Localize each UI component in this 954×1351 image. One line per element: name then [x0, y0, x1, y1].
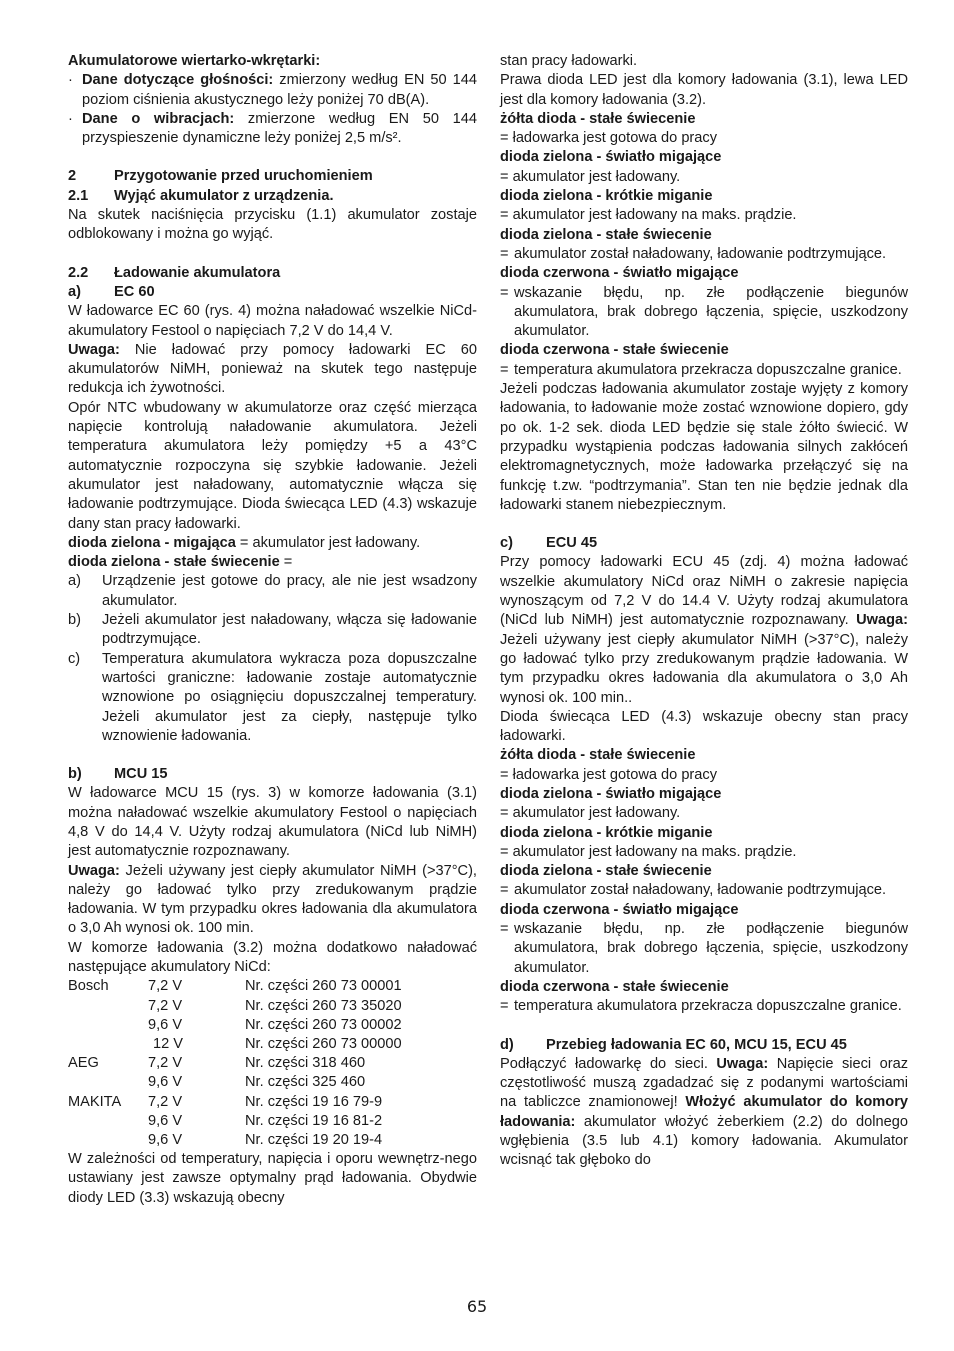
led-text: =: [279, 554, 293, 571]
table-row: [68, 1073, 402, 1092]
led-label: dioda zielona - stałe świecenie: [500, 226, 712, 243]
led-text: = ładowarka jest gotowa do pracy: [500, 130, 718, 147]
equals-marker: =: [500, 284, 509, 301]
led-text-body: akumulator został naładowany, ładowanie podtrzymujące.: [514, 245, 887, 262]
subsection-c-heading: [500, 534, 908, 553]
led-text: [500, 361, 908, 380]
warning-label: Uwaga:: [716, 1055, 769, 1072]
equals-marker: =: [500, 245, 509, 262]
noise-data-item: [68, 71, 477, 110]
section-title: EC 60: [114, 283, 155, 300]
part-brand: AEG: [68, 1055, 99, 1072]
section-number: 2.2: [68, 264, 89, 281]
part-number: Nr. części 260 73 00001: [245, 978, 402, 995]
part-voltage: 9,6 V: [148, 1074, 183, 1091]
part-voltage: 7,2 V: [148, 997, 183, 1014]
list-marker: b): [68, 612, 81, 629]
equals-marker: =: [500, 361, 509, 378]
subsection-d-heading: [500, 1036, 908, 1055]
led-label: dioda czerwona - światło migające: [500, 265, 739, 282]
led-text-body: akumulator został naładowany, ładowanie podtrzymujące.: [514, 882, 887, 899]
list-item: [68, 611, 477, 650]
noise-text: zmierzony według EN 50 144 poziom ciśnienia akustycznego leży poniżej 70 dB(A).: [82, 72, 477, 108]
part-number: Nr. części 260 73 00002: [245, 1016, 402, 1033]
instruction-text: akumulator włożyć żeberkiem (2.2) do dolnego wgłębienia (3.5 lub 4.1) komory ładowania. Akumulator wcisnąć tak głęboko do: [500, 1113, 908, 1169]
section-heading: Akumulatorowe wiertarko-wkrętarki:: [68, 53, 321, 69]
paragraph-text: Przy pomocy ładowarki ECU 45 (zdj. 4) można ładować wszelkie akumulatory NiCd oraz NiMH o zakresie napięcia wynoszącym od 7,2 V do 14.4 V. Użyty rodzaj akumulatora (NiCd lub NiMH) jest automatycznie rozpoznawany.: [500, 554, 908, 629]
paragraph: Prawa dioda LED jest dla komory ładowania (3.1), lewa LED jest dla komory ładowania (3.2).: [500, 72, 908, 108]
paragraph: Dioda świecąca LED (4.3) wskazuje obecny stan pracy ładowarki.: [500, 708, 908, 745]
section-2-2-heading: [68, 264, 477, 283]
equals-marker: =: [500, 882, 509, 899]
led-label: żółta dioda - stałe świecenie: [500, 747, 696, 764]
led-text: [500, 284, 908, 342]
led-text-body: wskazanie błędu, np. złe podłączenie biegunów akumulatora, brak dobrego łączenia, spięcie, uszkodzony akumulator.: [514, 284, 908, 340]
section-2-heading: [68, 167, 477, 186]
left-column: [68, 52, 477, 1208]
equals-marker: =: [500, 998, 509, 1015]
paragraph: Opór NTC wbudowany w akumulatorze oraz część mierząca napięcie kontrolują naładowanie akumulatora. Jeżeli temperatura akumulatora leży pomiędzy +5 a 43°C automatycznie rozpoczyna się szybkie ładowanie. Jeżeli akumulator jest naładowany, automatycznie włącza się ładowanie podtrzymujące. Dioda świecąca LED (4.3) wskazuje dany stan pracy ładowarki.: [68, 399, 477, 532]
vibration-data-item: [68, 110, 477, 149]
paragraph: stan pracy ładowarki.: [500, 53, 638, 69]
section-number: a): [68, 283, 81, 300]
led-text: [500, 920, 908, 978]
part-number: Nr. części 19 16 81-2: [245, 1112, 383, 1129]
led-text: [500, 245, 908, 264]
led-text: = ładowarka jest gotowa do pracy: [500, 766, 718, 783]
part-brand: [68, 1131, 148, 1150]
part-brand: [68, 1073, 148, 1092]
section-title: Przygotowanie przed uruchomieniem: [114, 168, 373, 185]
paragraph: Na skutek naciśnięcia przycisku (1.1) akumulator zostaje odblokowany i można go wyjąć.: [68, 207, 477, 243]
part-voltage: 7,2 V: [148, 978, 183, 995]
part-brand: MAKITA: [68, 1093, 122, 1110]
paragraph-text: Podłączyć ładowarkę do sieci.: [500, 1055, 717, 1072]
led-status-line: [68, 553, 477, 572]
led-text: = akumulator jest ładowany.: [500, 805, 681, 822]
led-label: dioda zielona - światło migające: [500, 785, 722, 802]
paragraph: W ładowarce EC 60 (rys. 4) można naładować wszelkie NiCd-akumulatory Festool o napięciach 7,2 V do 14,4 V.: [68, 303, 477, 339]
led-text: = akumulator jest ładowany na maks. prądzie.: [500, 207, 797, 224]
equals-marker: =: [500, 921, 509, 938]
table-row: [68, 977, 402, 996]
part-brand: [68, 1016, 148, 1035]
led-text: = akumulator jest ładowany.: [500, 168, 681, 185]
part-number: Nr. części 318 460: [245, 1055, 366, 1072]
paragraph: W ładowarce MCU 15 (rys. 3) w komorze ładowania (3.1) można naładować wszelkie akumulatory Festool o napięciach 4,8 V do 14,4 V. Użyty rodzaj akumulatora (NiCd lub NiMH) jest automatycznie rozpoznawany.: [68, 785, 477, 860]
table-row: [68, 1035, 402, 1054]
led-text: [500, 881, 908, 900]
table-row: [68, 997, 402, 1016]
table-row: [68, 1054, 402, 1073]
paragraph: Jeżeli podczas ładowania akumulator zostaje wyjęty z komory ładowania, to ładowanie może zostać wznowione dopiero, gdy po ok. 1-2 sek. dioda LED będzie się stale żółto świecić. W przypadku wystąpienia podczas ładowania silnych zakłóceń elektromagnetycznych, może ładowarka przełączyć się na funkcję t.zw. “podtrzymania”. Stan ten nie będzie jednak dla ładowarki stanem niebezpiecznym.: [500, 381, 908, 513]
led-label: dioda czerwona - światło migające: [500, 901, 739, 918]
led-text: [500, 997, 908, 1016]
vibration-text: zmierzone według EN 50 144 przyspieszenie dynamiczne leży poniżej 2,5 m/s².: [82, 110, 477, 147]
section-title: Przebieg ładowania EC 60, MCU 15, ECU 45: [546, 1036, 847, 1053]
section-number: d): [500, 1036, 514, 1053]
led-text-body: temperatura akumulatora przekracza dopuszczalne granice.: [514, 361, 902, 378]
led-label: dioda zielona - stałe świecenie: [68, 554, 280, 571]
part-voltage: 9,6 V: [148, 1016, 183, 1033]
table-row: [68, 1016, 402, 1035]
right-column: [500, 52, 908, 1171]
part-voltage: 7,2 V: [148, 1055, 183, 1072]
led-text-body: temperatura akumulatora przekracza dopuszczalne granice.: [514, 998, 902, 1015]
warning-text: Napięcie sieci oraz częstotliwość muszą zgadadzać się z podanymi wartościami na tabliczce znamionowej!: [500, 1055, 908, 1111]
led-label: dioda zielona - krótkie miganie: [500, 824, 713, 841]
table-row: [68, 1131, 402, 1150]
warning-paragraph: [68, 862, 477, 939]
parts-table: [68, 977, 402, 1150]
led-text-body: wskazanie błędu, np. złe podłączenie biegunów akumulatora, brak dobrego łączenia, spięcie, uszkodzony akumulator.: [514, 921, 908, 976]
warning-text: Jeżeli używany jest ciepły akumulator NiMH (>37°C), należy go ładować tylko przy zredukowanym prądzie ładowania. W tym przypadku okres ładowania dla akumulatora o 3,0 Ah wynosi ok. 100 min..: [500, 631, 908, 706]
table-row: [68, 1112, 402, 1131]
list-text: Jeżeli akumulator jest naładowany, włącza się ładowanie podtrzymujące.: [102, 612, 477, 648]
part-brand: [68, 1035, 148, 1054]
list-text: Temperatura akumulatora wykracza poza dopuszczalne wartości graniczne: ładowanie zostaje automatycznie wznowione po osiągnięciu dopuszczalnej temperatury. Jeżeli akumulator jest za ciepły, następuje tylko wznowienie ładowania.: [102, 650, 477, 744]
section-title: Wyjąć akumulator z urządzenia.: [114, 187, 334, 204]
list-item: [68, 650, 477, 746]
part-number: Nr. części 260 73 35020: [245, 997, 402, 1014]
part-number: Nr. części 260 73 00000: [245, 1035, 402, 1052]
led-label: dioda czerwona - stałe świecenie: [500, 978, 729, 995]
section-number: b): [68, 766, 82, 783]
part-voltage: 7,2 V: [148, 1093, 183, 1110]
led-label: dioda czerwona - stałe świecenie: [500, 342, 729, 359]
section-title: MCU 15: [114, 766, 168, 783]
led-label: dioda zielona - migająca: [68, 534, 236, 551]
subsection-a-heading: [68, 283, 477, 302]
part-voltage: 9,6 V: [148, 1131, 183, 1148]
list-text: Urządzenie jest gotowe do pracy, ale nie jest wsadzony akumulator.: [102, 573, 477, 609]
vibration-label: Dane o wibracjach:: [82, 110, 235, 127]
led-label: dioda zielona - światło migające: [500, 149, 722, 166]
part-brand: Bosch: [68, 978, 109, 995]
instruction-label: Włożyć akumulator do komory ładowania:: [500, 1094, 908, 1130]
warning-label: Uwaga:: [68, 862, 120, 879]
paragraph: [500, 1055, 908, 1171]
section-number: c): [500, 535, 513, 552]
part-brand: [68, 1112, 148, 1131]
warning-text: Nie ładować przy pomocy ładowarki EC 60 akumulatorów NiMH, ponieważ na skutek tego następuje redukcja ich żywotności.: [68, 341, 477, 397]
warning-label: Uwaga:: [68, 341, 120, 358]
led-status-line: [68, 534, 477, 553]
subsection-b-heading: [68, 765, 477, 784]
part-number: Nr. części 19 16 79-9: [245, 1093, 383, 1110]
section-number: 2.1: [68, 187, 89, 204]
led-text: = akumulator jest ładowany na maks. prądzie.: [500, 843, 797, 860]
paragraph: W zależności od temperatury, napięcia i oporu wewnętrz-nego ustawiany jest zawsze optymalny prąd ładowania. Obydwie diody LED (3.3) wskazują obecny: [68, 1151, 477, 1206]
part-number: Nr. części 325 460: [245, 1074, 366, 1091]
section-number: 2: [68, 168, 77, 185]
led-label: dioda zielona - krótkie miganie: [500, 188, 713, 205]
part-brand: [68, 997, 148, 1016]
table-row: [68, 1093, 402, 1112]
part-number: Nr. części 19 20 19-4: [245, 1131, 383, 1148]
page-number: 65: [466, 1297, 488, 1316]
led-label: żółta dioda - stałe świecenie: [500, 110, 696, 127]
noise-label: Dane dotyczące głośności:: [82, 72, 274, 89]
list-marker: c): [68, 650, 81, 667]
paragraph: [500, 553, 908, 707]
part-voltage: 9,6 V: [148, 1112, 183, 1129]
paragraph: W komorze ładowania (3.2) można dodatkowo naładować następujące akumulatory NiCd:: [68, 939, 477, 976]
warning-paragraph: [68, 341, 477, 399]
section-title: ECU 45: [546, 535, 598, 552]
bullet-marker: ·: [68, 110, 73, 127]
led-label: dioda zielona - stałe świecenie: [500, 863, 712, 880]
bullet-marker: ·: [68, 72, 73, 89]
part-voltage: 12 V: [153, 1035, 184, 1052]
section-2-1-heading: [68, 187, 477, 206]
warning-label: Uwaga:: [856, 612, 909, 629]
list-marker: a): [68, 573, 81, 590]
list-item: [68, 572, 477, 611]
led-text: = akumulator jest ładowany.: [235, 534, 421, 551]
section-title: Ładowanie akumulatora: [114, 264, 281, 281]
warning-text: Jeżeli używany jest ciepły akumulator NiMH (>37°C), należy go ładować tylko przy zredukowanym prądzie ładowania. W tym przypadku okres ładowania dla akumulatora o 3,0 Ah wynosi ok. 100 min.: [68, 862, 477, 937]
